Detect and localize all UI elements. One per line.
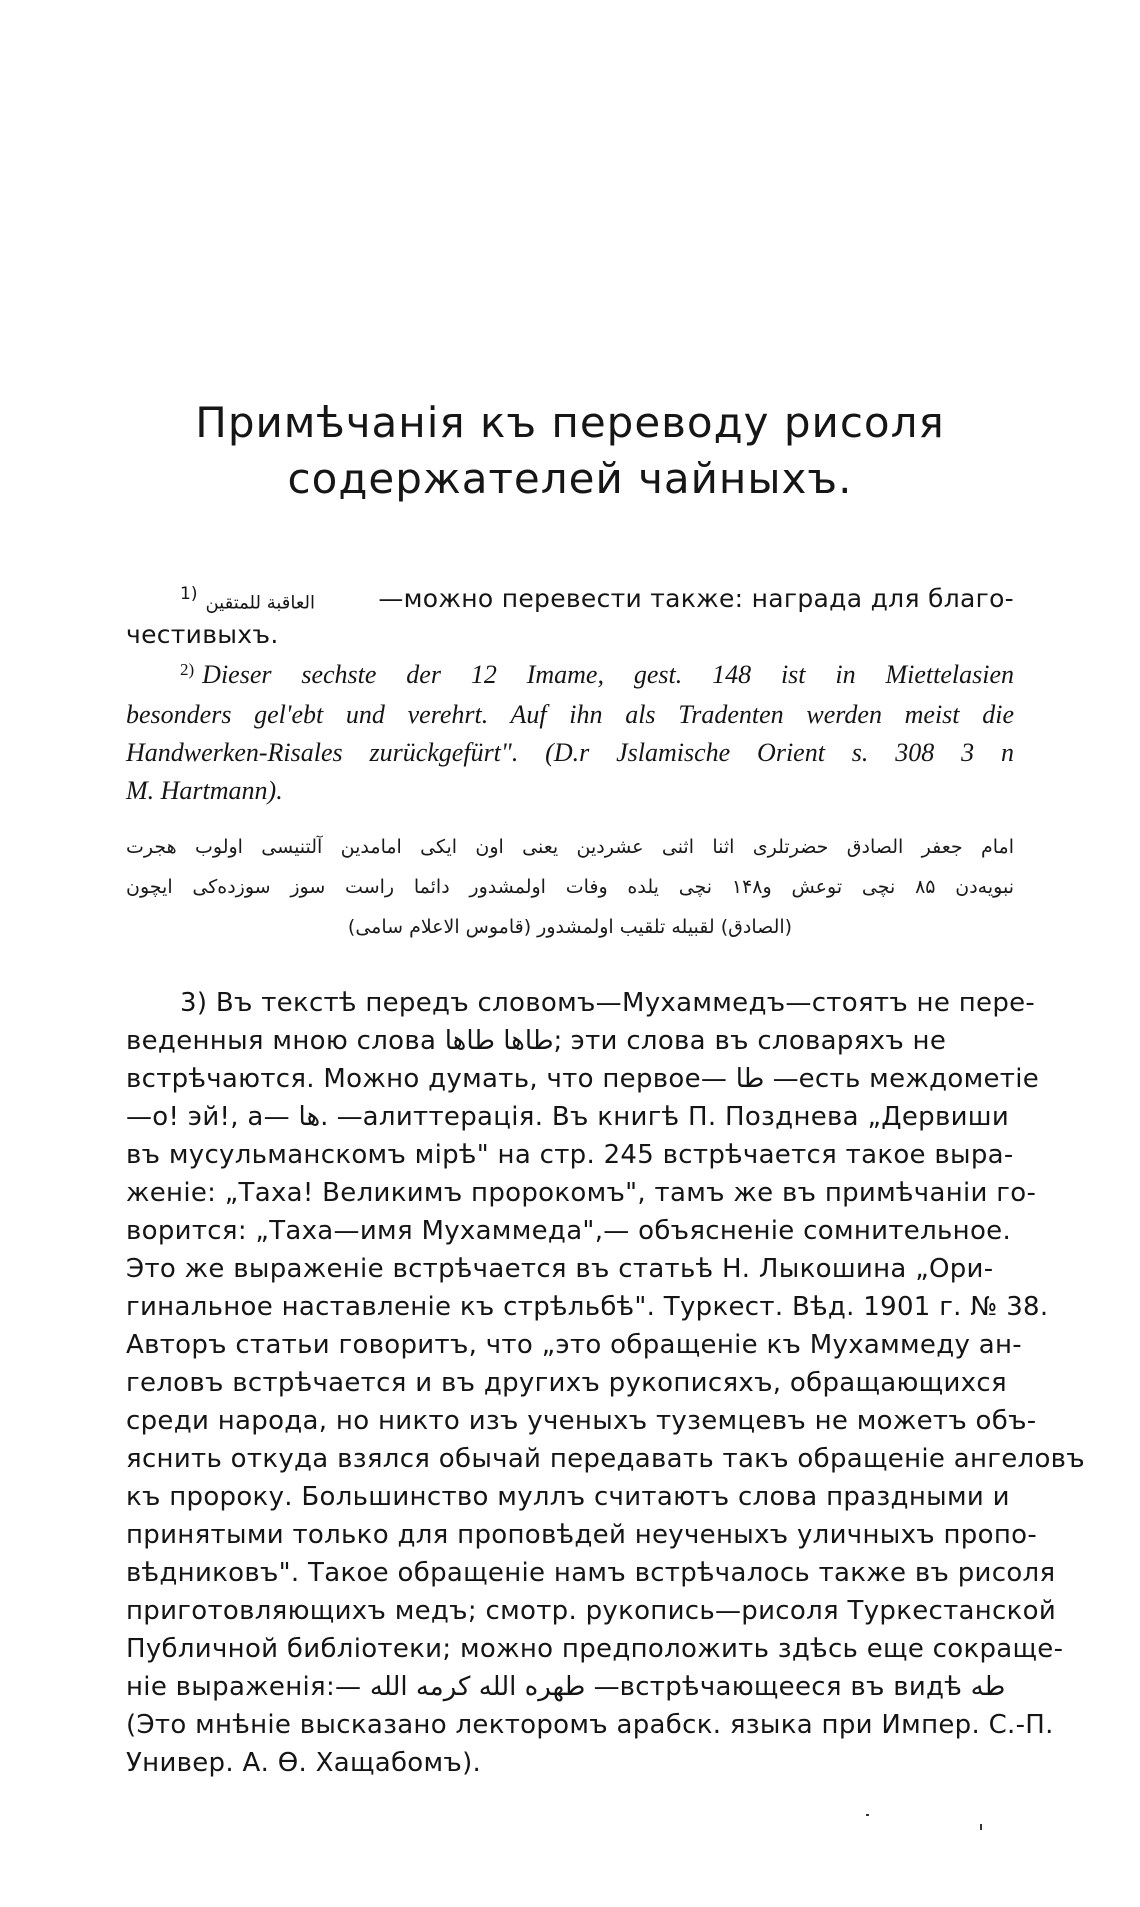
note-2-line-4: M. Hartmann). bbox=[126, 776, 283, 805]
scan-specks bbox=[860, 1810, 1000, 1830]
note-1-text: —можно перевести также: награда для благо- bbox=[378, 584, 1014, 613]
note-3-line: Публичной библіотеки; можно предположить здѣсь еще сокраще- bbox=[126, 1634, 1064, 1664]
note-3-line: (Это мнѣніе высказано лекторомъ арабск. языка при Импер. С.-П. bbox=[126, 1710, 1054, 1740]
note-1-number: 1) bbox=[180, 584, 198, 604]
note-3-line: Это же выраженіе встрѣчается въ статьѣ Н. Лыкошина „Ори- bbox=[126, 1254, 994, 1284]
note-3-line: Универ. А. Ѳ. Хащабомъ). bbox=[126, 1748, 482, 1778]
note-3-line: къ пророку. Большинство муллъ считаютъ слова праздными и bbox=[126, 1482, 1010, 1512]
note-2-number: 2) bbox=[180, 660, 195, 679]
note-3-line: среди народа, но никто изъ ученыхъ туземцевъ не можетъ объ- bbox=[126, 1406, 1037, 1436]
note-3-line: геловъ встрѣчается и въ другихъ рукописяхъ, обращающихся bbox=[126, 1368, 1007, 1398]
page-title-line-1: Примѣчанія къ переводу рисоля bbox=[195, 398, 945, 447]
note-3-line: ворится: „Таха—имя Мухаммеда",— объясненіе сомнительное. bbox=[126, 1216, 1012, 1246]
note-3-line: яснить откуда взялся обычай передавать такъ обращеніе ангеловъ bbox=[126, 1444, 1085, 1474]
page-title-line-2: содержателей чайныхъ. bbox=[287, 454, 853, 503]
note-1-arabic: العاقبة للمتقين bbox=[205, 592, 316, 614]
note-3-line: Авторъ статьи говоритъ, что „это обращеніе къ Мухаммеду ан- bbox=[126, 1330, 1022, 1360]
note-2-line-1 bbox=[180, 660, 1014, 690]
note-3-line: въ мусульманскомъ мірѣ" на стр. 245 встрѣчается такое выра- bbox=[126, 1140, 1014, 1170]
note-2-line-2: besonders gel'ebt und verehrt. Auf ihn als Tradenten werden meist die bbox=[126, 700, 1014, 729]
note-3-line: веденныя мною слова طاها طاها; эти слова въ словаряхъ не bbox=[126, 1026, 947, 1056]
note-1-line-2: честивыхъ. bbox=[126, 620, 279, 649]
note-3-line: приготовляющихъ медъ; смотр. рукопись—рисоля Туркестанской bbox=[126, 1596, 1057, 1626]
note-3-line: —о! эй!, а— ها. —алиттерація. Въ книгѣ П. Позднева „Дервиши bbox=[126, 1102, 1010, 1132]
note-3-line: принятыми только для проповѣдей неученыхъ уличныхъ пропо- bbox=[126, 1520, 1038, 1550]
arabic-line-2: نبویه‌دن ۸۵ نچی توعش و۱۴۸ نچی یلده وفات اولمشدور دائما راست سوز سوزده‌کی ایچون bbox=[126, 876, 1014, 898]
note-3-line: вѣдниковъ". Такое обращеніе намъ встрѣчалось также въ рисоля bbox=[126, 1558, 1056, 1588]
note-3-line: ніе выраженія:— طهره الله كرمه الله —встрѣчающееся въ видѣ طه bbox=[126, 1672, 1006, 1702]
note-2-line-3: Handwerken-Risales zurückgefürt". (D.r Jslamische Orient s. 308 3 n bbox=[126, 738, 1014, 767]
note-3-line: женіе: „Таха! Великимъ пророкомъ", тамъ же въ примѣчаніи го- bbox=[126, 1178, 1037, 1208]
note-3-line: 3) Въ текстѣ передъ словомъ—Мухаммедъ—стоятъ не пере- bbox=[180, 988, 1036, 1018]
arabic-line-1: امام جعفر الصادق حضرتلری اثنا اثنی عشردین یعنی اون ایکی امامدین آلتنیسی اولوب هجرت bbox=[126, 836, 1014, 858]
arabic-line-3: (الصادق) لقبیله تلقیب اولمشدور (قاموس الاعلام سامی) bbox=[347, 916, 793, 938]
note-3-line: встрѣчаются. Можно думать, что первое— طا —есть междометіе bbox=[126, 1064, 1040, 1094]
note-3-paragraph bbox=[126, 984, 1085, 1782]
note-3-line: гинальное наставленіе къ стрѣльбѣ". Туркест. Вѣд. 1901 г. № 38. bbox=[126, 1292, 1049, 1322]
note-2-text-1: Dieser sechste der 12 Imame, gest. 148 ist in Miettelasien bbox=[202, 660, 1014, 689]
note-1-line-1 bbox=[180, 584, 1014, 614]
